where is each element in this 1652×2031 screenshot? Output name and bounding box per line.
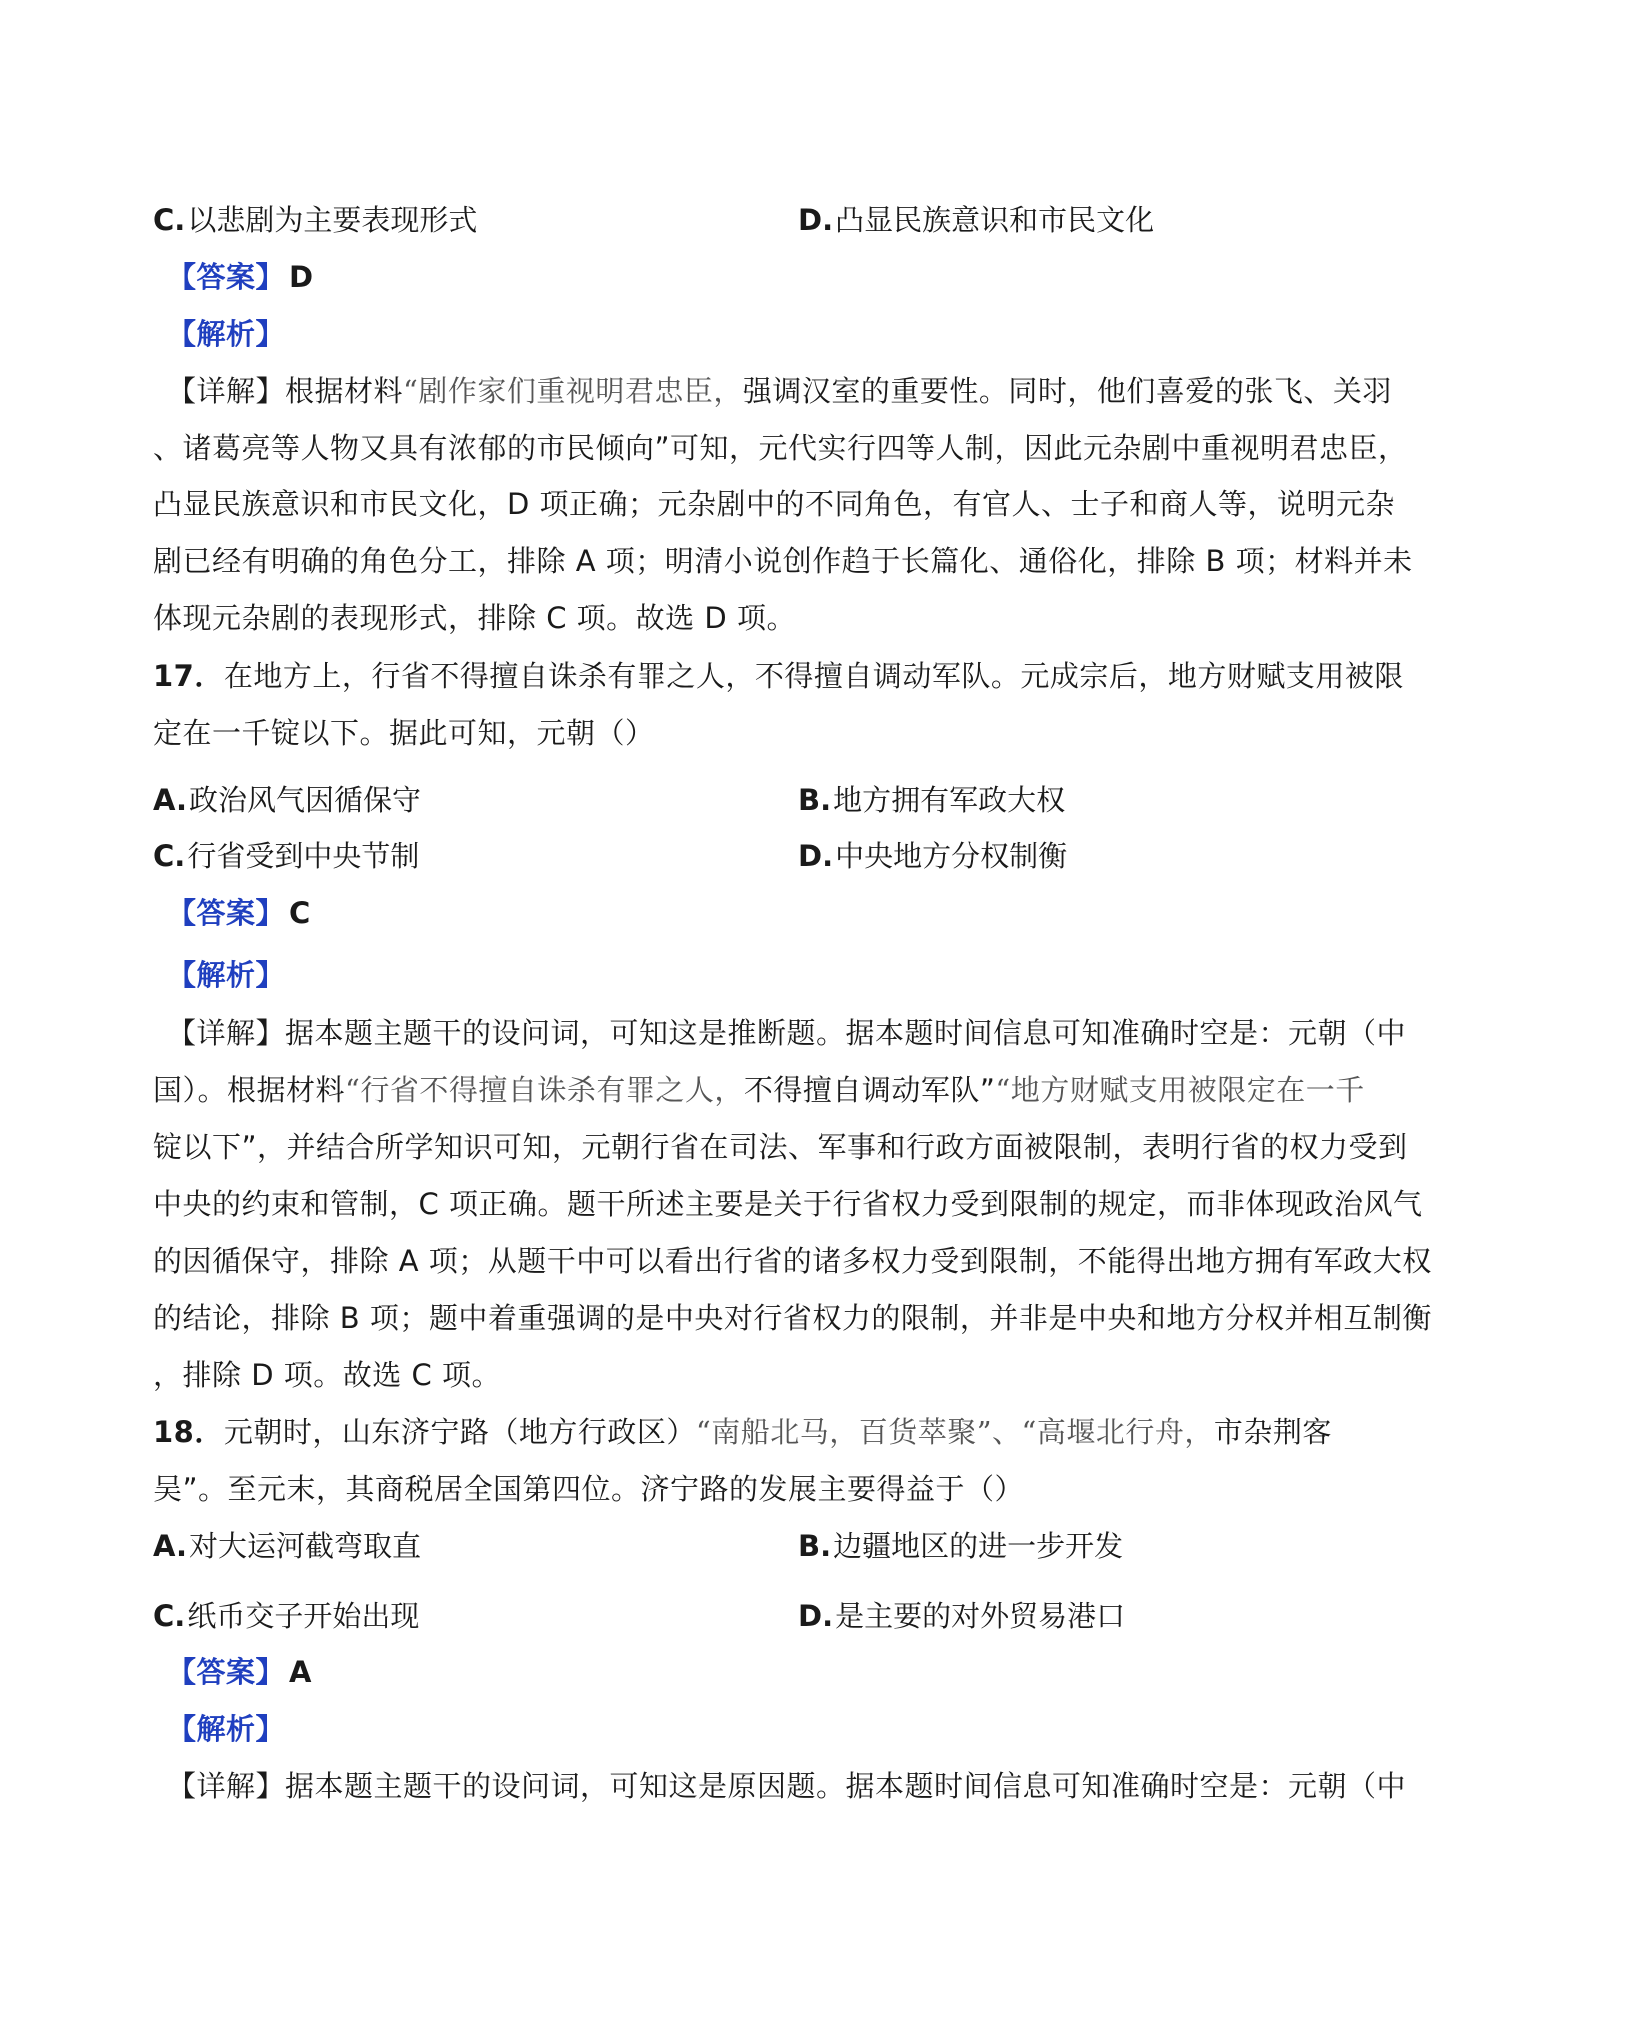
q17-analysis-heading: 【解析】 xyxy=(167,958,286,992)
q18-options-row-cd xyxy=(153,1596,1403,1636)
q18-stem-line-1: 18．元朝时，山东济宁路（地方行政区）“南船北马，百货萃聚”、“高堰北行舟，市杂荆客 xyxy=(153,1415,1332,1449)
q17-detail-line-2: 国）。根据材料“行省不得擅自诛杀有罪之人，不得擅自调动军队”“地方财赋支用被限定在一千 xyxy=(153,1073,1365,1107)
q18-option-a[interactable]: A.对大运河截弯取直 xyxy=(153,1529,422,1563)
q17-option-a[interactable]: A.政治风气因循保守 xyxy=(153,783,422,817)
q16-analysis-heading: 【解析】 xyxy=(167,317,286,351)
q17-option-d[interactable]: D.中央地方分权制衡 xyxy=(798,839,1068,873)
q18-answer: 【答案】 A xyxy=(167,1655,312,1689)
q17-answer: 【答案】 C xyxy=(167,896,311,930)
q17-detail-line-6: 的结论，排除 B 项；题中着重强调的是中央对行省权力的限制，并非是中央和地方分权并相互制衡 xyxy=(153,1301,1432,1335)
q18-stem-line-2: 吴”。至元末，其商税居全国第四位。济宁路的发展主要得益于（） xyxy=(153,1472,1025,1506)
q17-detail-line-7: ，排除 D 项。故选 C 项。 xyxy=(153,1358,501,1392)
q17-option-b[interactable]: B.地方拥有军政大权 xyxy=(798,783,1066,817)
q17-option-c[interactable]: C.行省受到中央节制 xyxy=(153,839,420,873)
q18-option-b[interactable]: B.边疆地区的进一步开发 xyxy=(798,1529,1124,1563)
q17-detail-line-4: 中央的约束和管制，C 项正确。题干所述主要是关于行省权力受到限制的规定，而非体现政治风气 xyxy=(153,1187,1423,1221)
q16-option-d[interactable]: D.凸显民族意识和市民文化 xyxy=(798,203,1155,237)
q18-option-c[interactable]: C.纸币交子开始出现 xyxy=(153,1599,420,1633)
q17-options-row-ab xyxy=(153,780,1403,820)
q16-answer: 【答案】 D xyxy=(167,260,314,294)
q16-detail-line-5: 体现元杂剧的表现形式，排除 C 项。故选 D 项。 xyxy=(153,601,796,635)
q16-option-c[interactable]: C.以悲剧为主要表现形式 xyxy=(153,203,478,237)
q16-detail-line-2: 、诸葛亮等人物又具有浓郁的市民倾向”可知，元代实行四等人制，因此元杂剧中重视明君忠臣， xyxy=(153,431,1408,465)
q16-options-row-cd xyxy=(153,200,1403,240)
q17-detail-line-3: 锭以下”，并结合所学知识可知，元朝行省在司法、军事和行政方面被限制，表明行省的权力受到 xyxy=(153,1130,1408,1164)
q18-analysis-heading: 【解析】 xyxy=(167,1712,286,1746)
q16-detail-line-3: 凸显民族意识和市民文化，D 项正确；元杂剧中的不同角色，有官人、士子和商人等，说明元杂 xyxy=(153,487,1396,521)
q16-detail-line-4: 剧已经有明确的角色分工，排除 A 项；明清小说创作趋于长篇化、通俗化，排除 B 项；材料并未 xyxy=(153,544,1413,578)
q17-stem-line-1: 17．在地方上，行省不得擅自诛杀有罪之人，不得擅自调动军队。元成宗后，地方财赋支用被限 xyxy=(153,659,1404,693)
q17-detail-line-1: 【详解】据本题主题干的设问词，可知这是推断题。据本题时间信息可知准确时空是：元朝（中 xyxy=(167,1016,1407,1050)
q16-detail-line-1: 【详解】根据材料“剧作家们重视明君忠臣，强调汉室的重要性。同时，他们喜爱的张飞、关羽 xyxy=(167,374,1392,408)
q17-options-row-cd xyxy=(153,836,1403,876)
q17-stem-line-2: 定在一千锭以下。据此可知，元朝（） xyxy=(153,716,655,750)
q17-detail-line-5: 的因循保守，排除 A 项；从题干中可以看出行省的诸多权力受到限制，不能得出地方拥有军政大权 xyxy=(153,1244,1432,1278)
q18-options-row-ab xyxy=(153,1526,1403,1566)
q18-detail-line-1: 【详解】据本题主题干的设问词，可知这是原因题。据本题时间信息可知准确时空是：元朝（中 xyxy=(167,1769,1407,1803)
q18-option-d[interactable]: D.是主要的对外贸易港口 xyxy=(798,1599,1126,1633)
